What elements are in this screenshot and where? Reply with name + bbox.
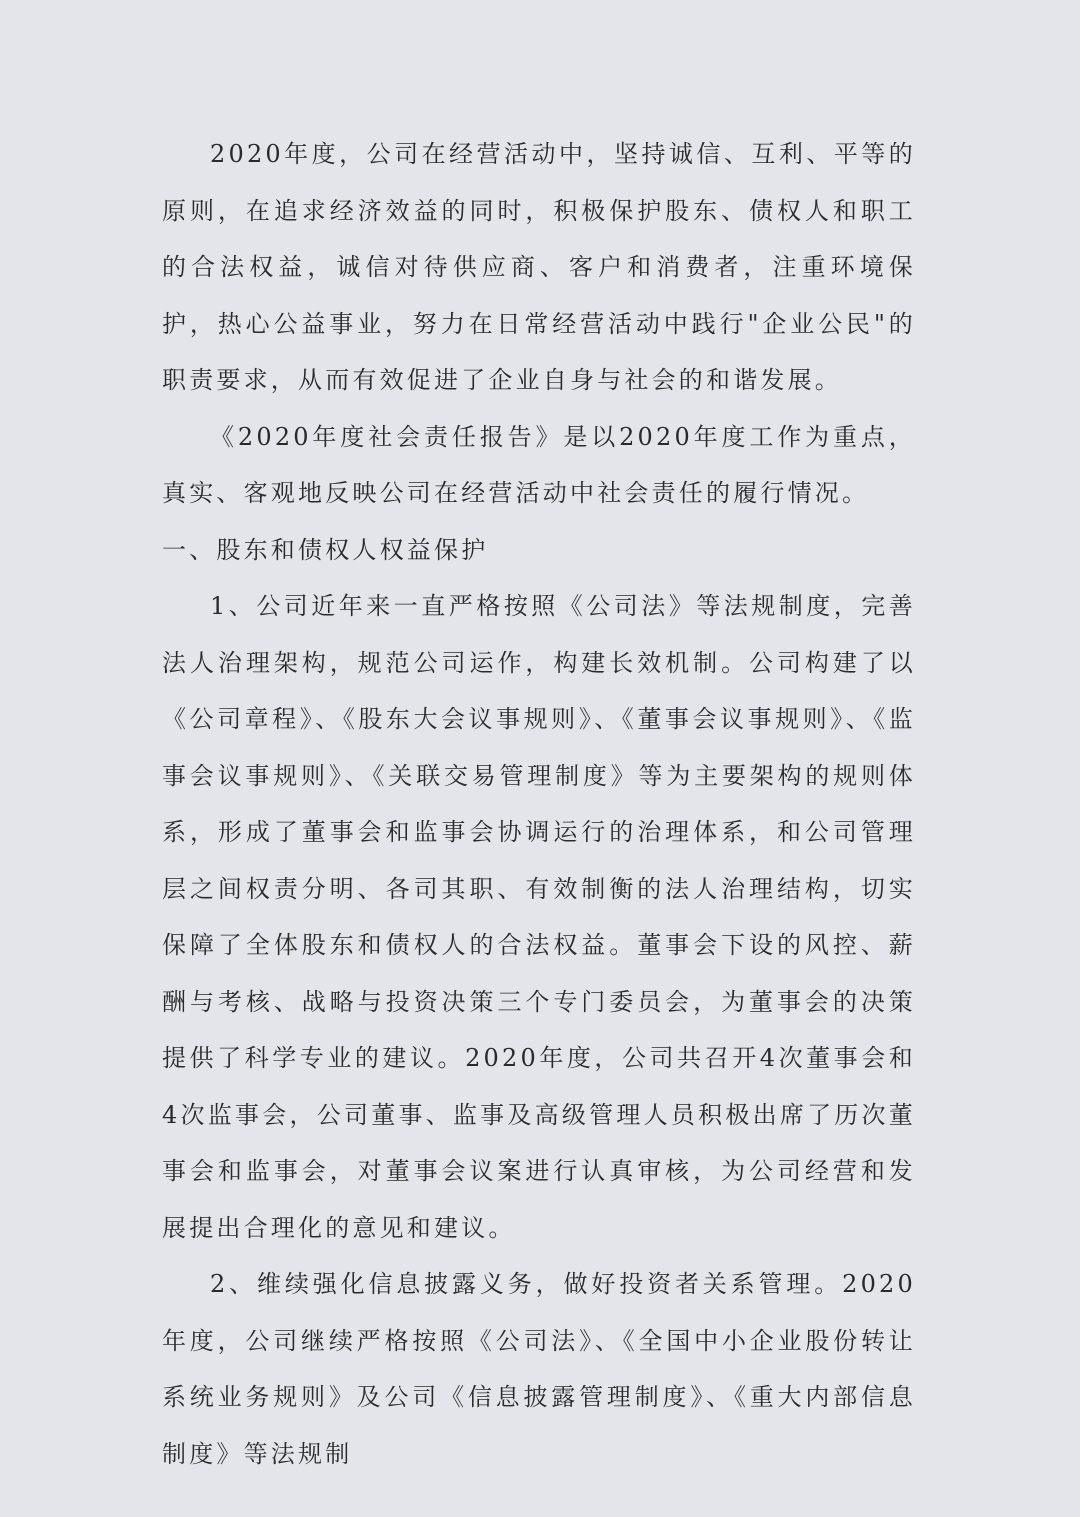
document-body [162, 126, 916, 1482]
paragraph-disclosure: 2、维续强化信息披露义务，做好投资者关系管理。2020年度，公司继续严格按照《公司法》、《全国中小企业股份转让系统业务规则》及公司《信息披露管理制度》、《重大内部信息制度》等法规制 [162, 1270, 916, 1468]
paragraph-governance: 1、公司近年来一直严格按照《公司法》等法规制度，完善法人治理架构，规范公司运作，构建长效机制。公司构建了以《公司章程》、《股东大会议事规则》、《董事会议事规则》、《监事会议事规则》、《关联交易管理制度》等为主要架构的规则体系，形成了董事会和监事会协调运行的治理体系，和公司管理层之间权责分明、各司其职、有效制衡的法人治理结构，切实保障了全体股东和债权人的合法权益。董事会下设的风控、薪酬与考核、战略与投资决策三个专门委员会，为董事会的决策提供了科学专业的建议。2020年度，公司共召开4次董事会和4次监事会，公司董事、监事及高级管理人员积极出席了历次董事会和监事会，对董事会议案进行认真审核，为公司经营和发展提出合理化的意见和建议。 [162, 592, 916, 1242]
section-heading: 一、股东和债权人权益保护 [162, 535, 489, 564]
paragraph-report-summary: 《2020年度社会责任报告》是以2020年度工作为重点，真实、客观地反映公司在经营活动中社会责任的履行情况。 [162, 422, 916, 507]
paragraph-intro: 2020年度，公司在经营活动中，坚持诚信、互利、平等的原则，在追求经济效益的同时，积极保护股东、债权人和职工的合法权益，诚信对待供应商、客户和消费者，注重环境保护，热心公益事业，努力在日常经营活动中践行"企业公民"的职责要求，从而有效促进了企业自身与社会的和谐发展。 [162, 140, 916, 394]
